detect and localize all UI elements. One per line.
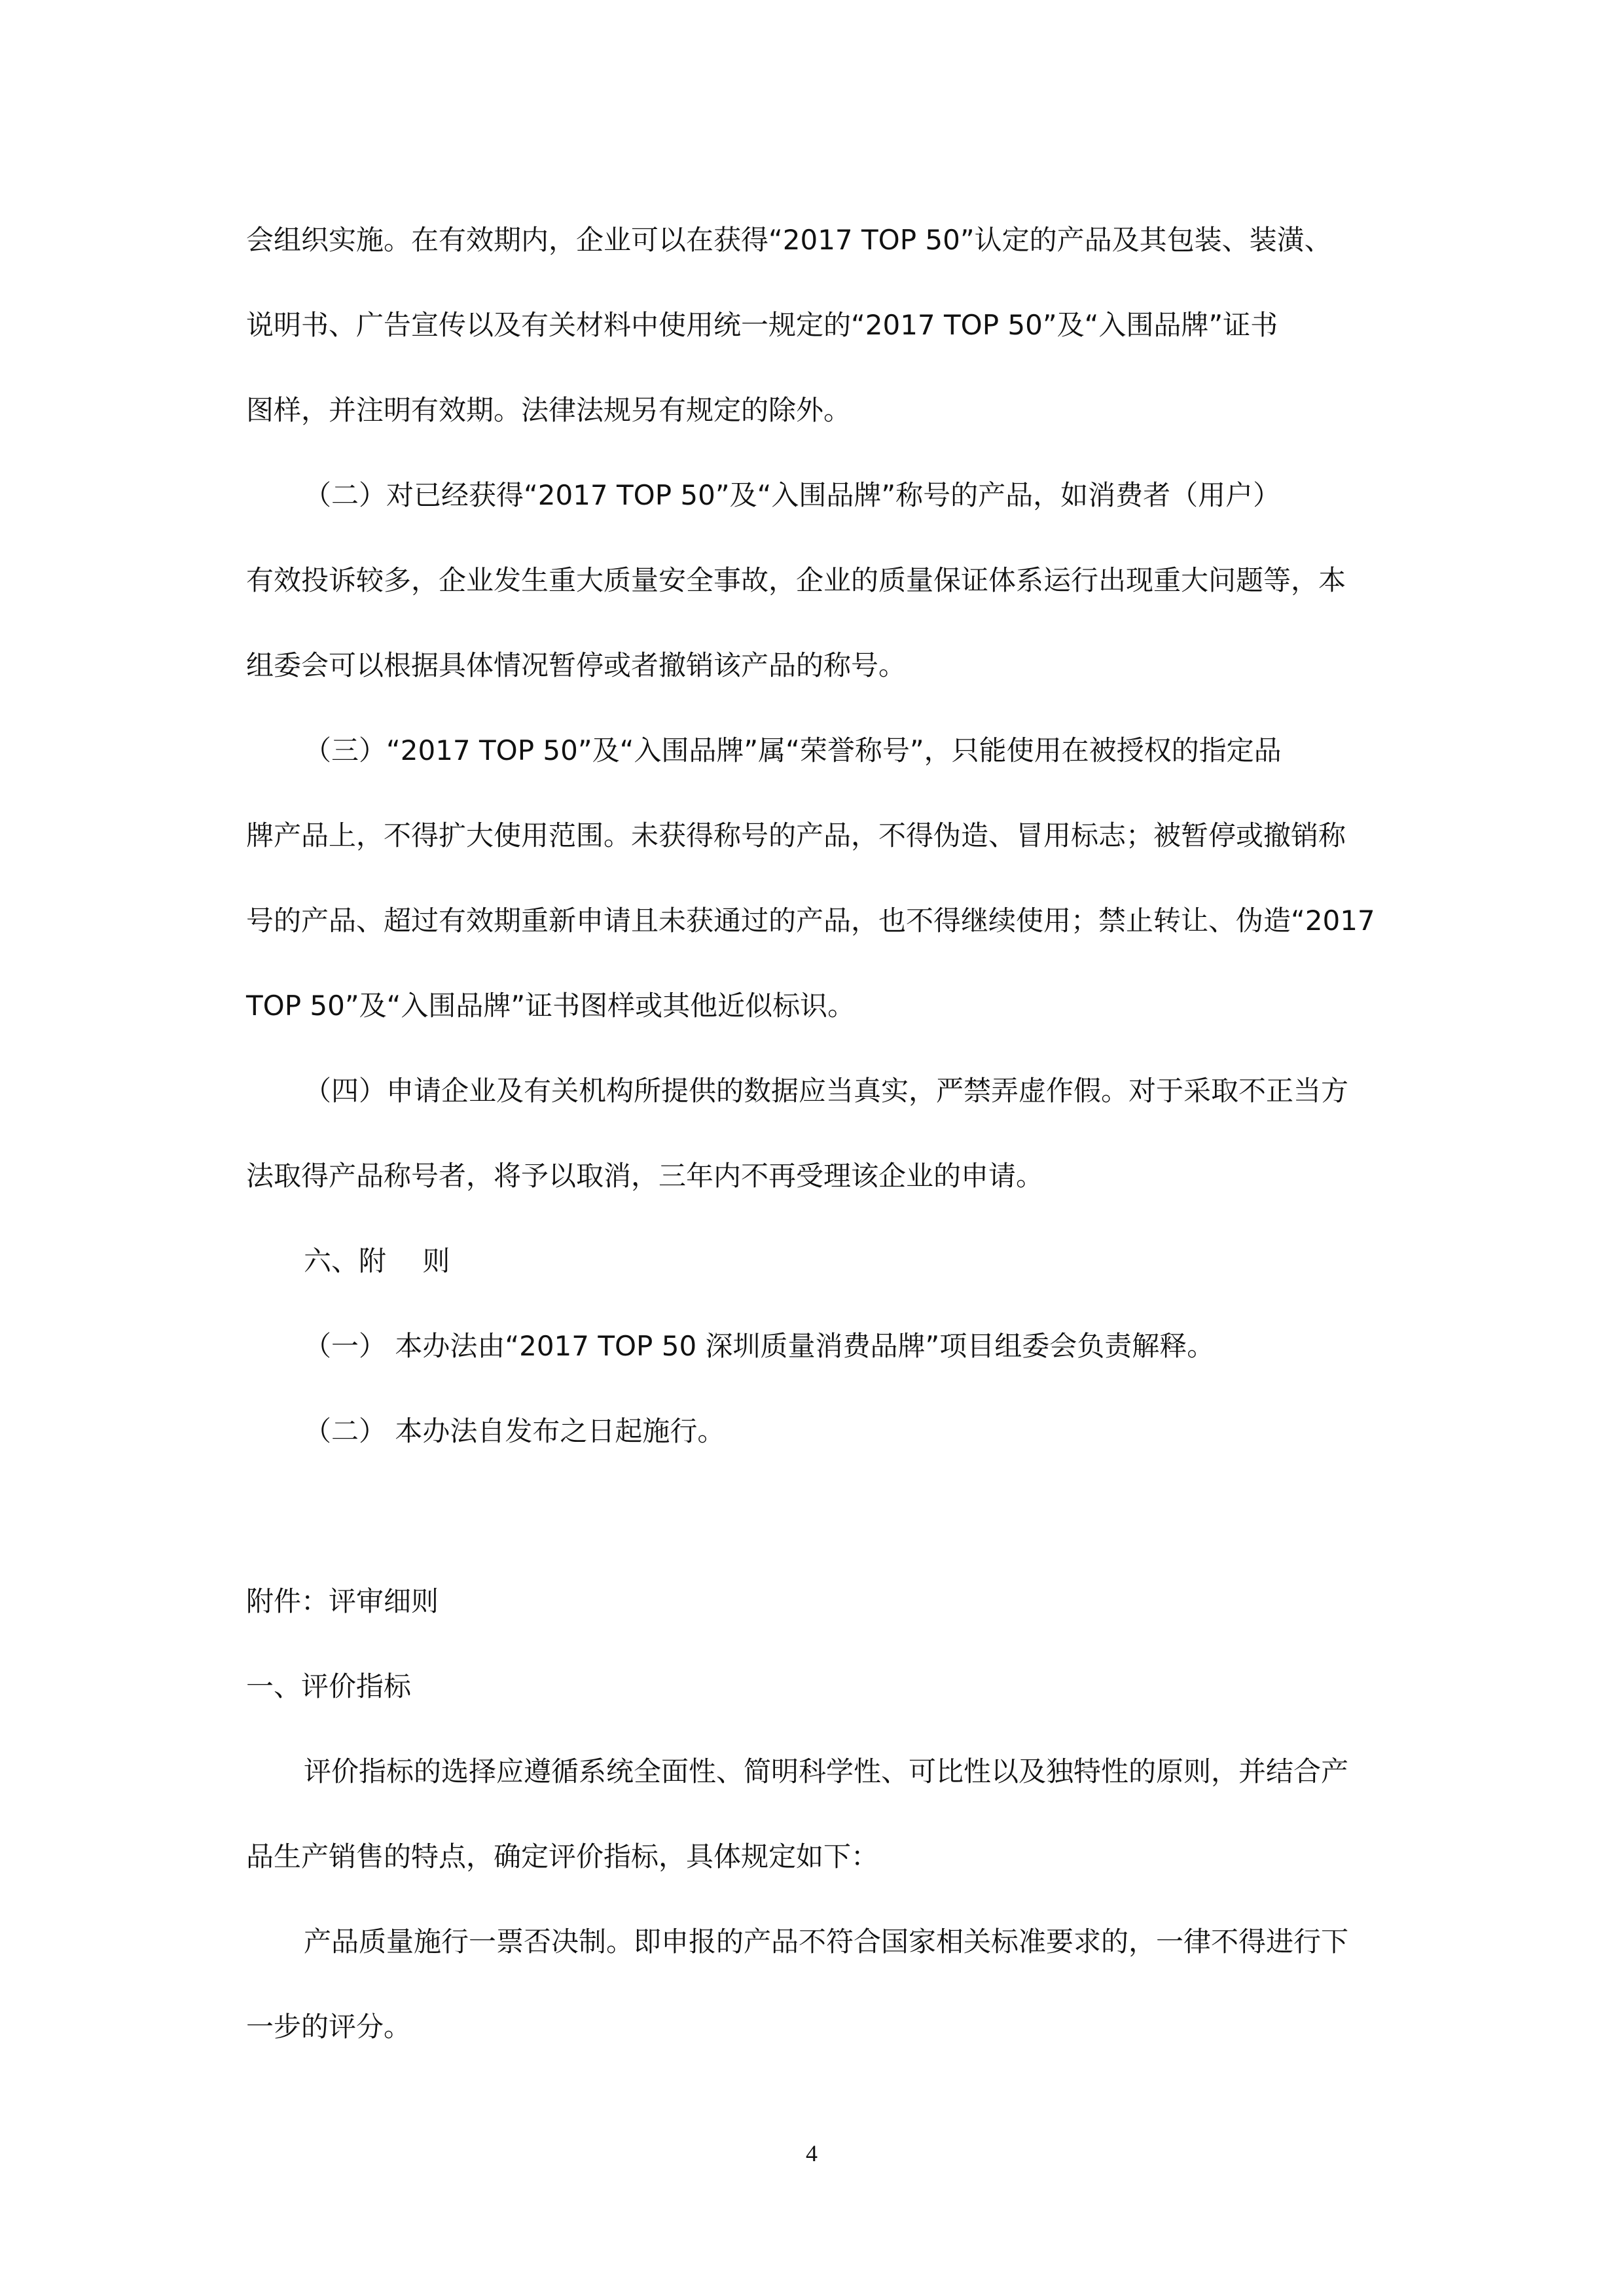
paragraph-line: 品生产销售的特点，确定评价指标，具体规定如下： (246, 1840, 879, 1873)
clause-4-line: （四）申请企业及有关机构所提供的数据应当真实，严禁弄虚作假。对于采取不正当方 (304, 1075, 1349, 1107)
paragraph-line: 产品质量施行一票否决制。即申报的产品不符合国家相关标准要求的，一律不得进行下 (304, 1926, 1349, 1958)
clause-3-line: （三）“2017 TOP 50”及“入围品牌”属“荣誉称号”，只能使用在被授权的指定品 (304, 734, 1282, 766)
appendix-title: 附件：评审细则 (246, 1585, 439, 1617)
paragraph-line: 组委会可以根据具体情况暂停或者撤销该产品的称号。 (246, 649, 907, 681)
paragraph-line: TOP 50”及“入围品牌”证书图样或其他近似标识。 (246, 990, 856, 1022)
article-line: （一） 本办法由“2017 TOP 50 深圳质量消费品牌”项目组委会负责解释。 (304, 1330, 1215, 1362)
paragraph-line: 评价指标的选择应遵循系统全面性、简明科学性、可比性以及独特性的原则，并结合产 (304, 1755, 1349, 1787)
paragraph-line: 说明书、广告宣传以及有关材料中使用统一规定的“2017 TOP 50”及“入围品牌”证书 (246, 309, 1278, 341)
paragraph-line: 图样，并注明有效期。法律法规另有规定的除外。 (246, 394, 852, 426)
paragraph-line: 法取得产品称号者，将予以取消，三年内不再受理该企业的申请。 (246, 1160, 1044, 1192)
paragraph-line: 一步的评分。 (246, 2011, 412, 2043)
paragraph-line: 有效投诉较多，企业发生重大质量安全事故，企业的质量保证体系运行出现重大问题等，本 (246, 564, 1346, 596)
clause-2-line: （二）对已经获得“2017 TOP 50”及“入围品牌”称号的产品，如消费者（用户） (304, 479, 1281, 511)
appendix-heading: 一、评价指标 (246, 1670, 412, 1702)
paragraph-line: 牌产品上，不得扩大使用范围。未获得称号的产品，不得伪造、冒用标志；被暂停或撤销称 (246, 819, 1346, 852)
section-heading: 六、附 则 (304, 1245, 450, 1277)
page-number: 4 (806, 2140, 818, 2166)
article-line: （二） 本办法自发布之日起施行。 (304, 1415, 725, 1447)
paragraph-line: 号的产品、超过有效期重新申请且未获通过的产品，也不得继续使用；禁止转让、伪造“2017 (246, 905, 1375, 937)
paragraph-line: 会组织实施。在有效期内，企业可以在获得“2017 TOP 50”认定的产品及其包装、装潢、 (246, 224, 1332, 256)
